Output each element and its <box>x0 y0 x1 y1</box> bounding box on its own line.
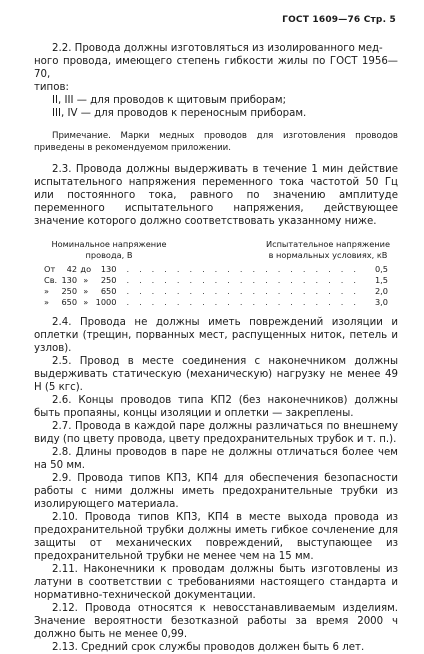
table-header <box>34 239 398 261</box>
section-2-5: 2.5. Провод в месте соединения с наконечником должны выдерживать статическую (механическую) нагрузку не менее 49 Н (5 кгс). <box>34 356 398 393</box>
voltage-table <box>34 239 398 308</box>
section-2-4: 2.4. Провода не должны иметь повреждений изоляции и оплетки (трещин, порванных мест, распущенных ниток, петель и узлов). <box>34 317 398 354</box>
section-2-2-line-3: типов: <box>34 82 69 93</box>
table-row: От 42 до 130 ................... 0,5 <box>44 264 388 274</box>
section-2-3: 2.3. Провода должны выдерживать в течение 1 мин действие испытательного напряжения переменного тока частотой 50 Гц или постоянного тока, равного по значению амплитуде переменного испытательного напряжения, действующее значение которого должно соответствовать указанному ниже. <box>34 164 398 227</box>
section-2-11: 2.11. Наконечники к проводам должны быть изготовлены из латуни в соответствии с требованиями настоящего стандарта и нормативно-технической документации. <box>34 564 398 601</box>
right-header: Испытательное напряжение в нормальных условиях, кВ <box>265 239 391 260</box>
page-header: ГОСТ 1609—76 Стр. 5 <box>282 15 396 25</box>
leader-dots: ................... <box>126 264 366 274</box>
leader-dots: ................... <box>126 286 366 296</box>
section-2-9: 2.9. Провода типов КП3, КП4 для обеспечения безопасности работы с ними должны иметь предохранительные трубки из изолирующего материала. <box>34 473 398 510</box>
section-2-13: 2.13. Средний срок службы проводов должен быть 6 лет. <box>52 642 365 653</box>
leader-dots: ................... <box>126 297 366 307</box>
section-2-2-line-2: ного провода, имеющего степень гибкости жилы по ГОСТ 1956—70, <box>34 56 398 80</box>
table-row: » 650 » 1000 ................... 3,0 <box>44 297 388 307</box>
section-2-2-line-1: 2.2. Провода должны изготовляться из изолированного мед- <box>52 43 383 54</box>
section-2-10: 2.10. Провода типов КП3, КП4 в месте выхода провода из предохранительной трубки должны иметь гибкое сочленение для защиты от механических повреждений, выступающее из предохранительной трубки не менее чем на 15 мм. <box>34 512 398 562</box>
section-2-12: 2.12. Провода относятся к невосстанавливаемым изделиям. Значение вероятности безотказной работы за время 2000 ч должно быть не менее 0,99. <box>34 603 398 640</box>
left-header: Номинальное напряжение провода, В <box>51 239 167 260</box>
note: Примечание. Марки медных проводов для изготовления проводов приведены в рекомендуемом приложении. <box>34 131 398 153</box>
type-list-item: III, IV — для проводов к переносным приборам. <box>52 108 307 119</box>
section-2-8: 2.8. Длины проводов в паре не должны отличаться более чем на 50 мм. <box>34 447 398 471</box>
type-list-item: II, III — для проводов к щитовым приборам; <box>52 95 287 106</box>
section-2-7: 2.7. Провода в каждой паре должны различаться по внешнему виду (по цвету провода, цвету предохранительных трубок и т. п.). <box>34 421 398 445</box>
leader-dots: ................... <box>126 275 366 285</box>
table-row: Св. 130 » 250 ................... 1,5 <box>44 275 388 285</box>
page-content <box>34 42 398 654</box>
table-row: » 250 » 650 ................... 2,0 <box>44 286 388 296</box>
section-2-6: 2.6. Концы проводов типа КП2 (без наконечников) должны быть пропаяны, концы изоляции и оплетки — закреплены. <box>34 395 398 419</box>
